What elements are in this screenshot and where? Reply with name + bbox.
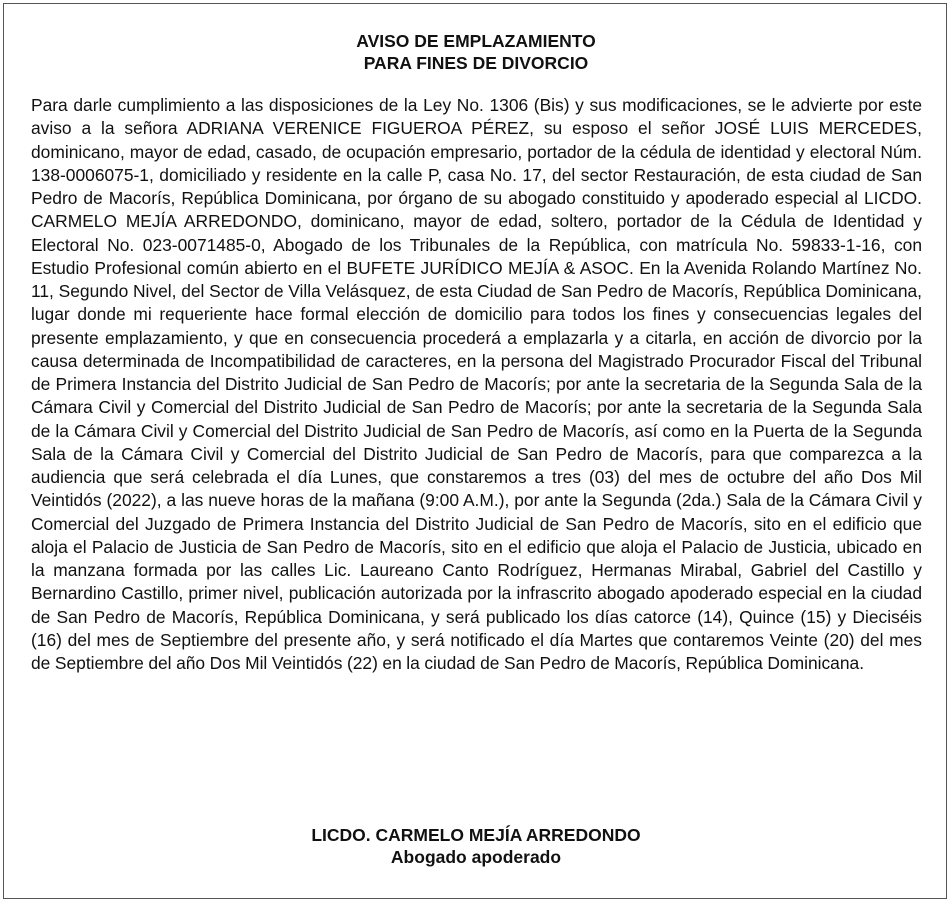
notice-title-line-1: AVISO DE EMPLAZAMIENTO: [356, 31, 596, 51]
notice-body: Para darle cumplimiento a las disposiciones de la Ley No. 1306 (Bis) y sus modificaciones, se le advierte por este aviso a la señora ADRIANA VERENICE FIGUEROA PÉREZ, su esposo el señor JOSÉ LUIS MERCEDES, dominicano, mayor de edad, casado, de ocupación empresario, portador de la cédula de identidad y electoral Núm. 138-0006075-1, domiciliado y residente en la calle P, casa No. 17, del sector Restauración, de esta ciudad de San Pedro de Macorís, República Dominicana, por órgano de su abogado constituido y apoderado especial al LICDO. CARMELO MEJÍA ARREDONDO, dominicano, mayor de edad, soltero, portador de la Cédula de Identidad y Electoral No. 023-0071485-0, Abogado de los Tribunales de la República, con matrícula No. 59833-1-16, con Estudio Profesional común abierto en el BUFETE JURÍDICO MEJÍA & ASOC. En la Avenida Rolando Martínez No. 11, Segundo Nivel, del Sector de Villa Velásquez, de esta Ciudad de San Pedro de Macorís, República Dominicana, lugar donde mi requeriente hace formal elección de domicilio para todos los fines y consecuencias legales del presente emplazamiento, y que en consecuencia procederá a emplazarla y a citarla, en acción de divorcio por la causa determinada de Incompatibilidad de caracteres, en la persona del Magistrado Procurador Fiscal del Tribunal de Primera Instancia del Distrito Judicial de San Pedro de Macorís; por ante la secretaria de la Segunda Sala de la Cámara Civil y Comercial del Distrito Judicial de San Pedro de Macorís; por ante la secretaria de la Segunda Sala de la Cámara Civil y Comercial del Distrito Judicial de San Pedro de Macorís, así como en la Puerta de la Segunda Sala de la Cámara Civil y Comercial del Distrito Judicial de San Pedro de Macorís, para que comparezca a la audiencia que será celebrada el día Lunes, que constaremos a tres (03) del mes de octubre del año Dos Mil Veintidós (2022), a las nueve horas de la mañana (9:00 A.M.), por ante la Segunda (2da.) Sala de la Cámara Civil y Comercial del Juzgado de Primera Instancia del Distrito Judicial de San Pedro de Macorís, sito en el edificio que aloja el Palacio de Justicia de San Pedro de Macorís, sito en el edificio que aloja el Palacio de Justicia, ubicado en la manzana formada por las calles Lic. Laureano Canto Rodríguez, Hermanas Mirabal, Gabriel del Castillo y Bernardino Castillo, primer nivel, publicación autorizada por la infrascrito abogado apoderado especial en la ciudad de San Pedro de Macorís, República Dominicana, y será publicado los días catorce (14), Quince (15) y Dieciséis (16) del mes de Septiembre del presente año, y será notificado el día Martes que contaremos Veinte (20) del mes de Septiembre del año Dos Mil Veintidós (22) en la ciudad de San Pedro de Macorís, República Dominicana.: [31, 95, 922, 673]
signature-role: Abogado apoderado: [390, 847, 562, 867]
signature-name: LICDO. CARMELO MEJÍA ARREDONDO: [311, 825, 641, 845]
notice-title-line-2: PARA FINES DE DIVORCIO: [363, 53, 589, 73]
